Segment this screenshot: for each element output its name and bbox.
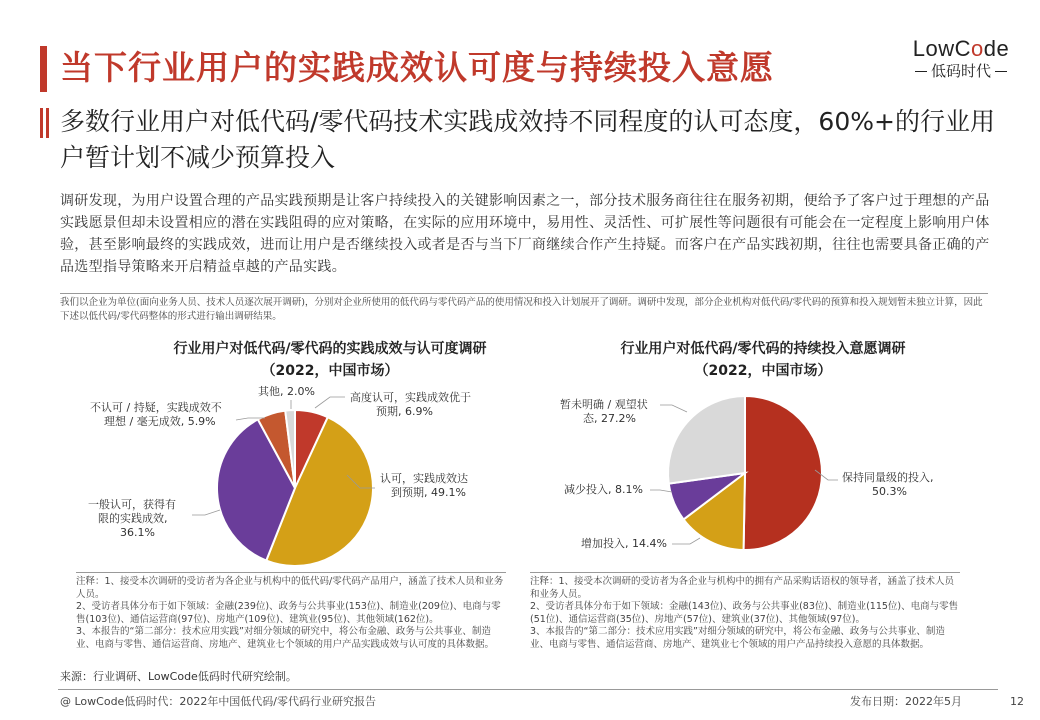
right-pie-slice-0 <box>744 396 822 550</box>
right-chart-title <box>620 338 905 382</box>
note-item: 2、受访者具体分布于如下领域：金融(239位)、政务与公共事业(153位)、制造业(209位)、电商与零售(103位)、通信运营商(97位)、房地产(109位)、建筑业(95位)、其他领域(162位)。 <box>76 601 501 625</box>
label-general: 一般认可，获得有 限的实践成效, 36.1% <box>88 498 176 539</box>
right-pie-slice-3 <box>668 396 745 484</box>
right-chart-title-main: 行业用户对低代码/零代码的持续投入意愿调研 <box>620 341 906 357</box>
label-highly-approve: 高度认可，实践成效优于 预期, 6.9% <box>350 391 471 418</box>
left-chart-title-main: 行业用户对低代码/零代码的实践成效与认可度调研 <box>173 341 487 357</box>
leader-line <box>672 538 700 544</box>
page-title: 当下行业用户的实践成效认可度与持续投入意愿 <box>60 48 774 87</box>
title-accent-bar <box>40 46 47 92</box>
source-note: 来源：行业调研、LowCode低码时代研究绘制。 <box>60 670 297 683</box>
note-item: 注释：1、接受本次调研的受访者为各企业与机构中的低代码/零代码产品用户，涵盖了技术人员和业务人员。 <box>76 576 504 600</box>
right-chart-notes <box>530 576 960 651</box>
label-decrease: 减少投入, 8.1% <box>564 483 643 496</box>
footer-publish-date: 发布日期：2022年5月 <box>850 695 962 708</box>
page-subtitle: 多数行业用户对低代码/零代码技术实践成效持不同程度的认可态度，60%+的行业用户暂计划不减少预算投入 <box>60 107 995 172</box>
brand-logo <box>902 36 1020 88</box>
left-chart-notes <box>76 576 506 651</box>
leader-line <box>315 397 345 408</box>
leader-line <box>192 510 220 515</box>
label-disapprove: 不认可 / 持疑，实践成效不 理想 / 毫无成效, 5.9% <box>90 401 222 428</box>
logo-subtitle: 低码时代 <box>902 60 1020 81</box>
label-wait: 暂未明确 / 观望状 态, 27.2% <box>560 398 648 425</box>
methodology-note: 我们以企业为单位(面向业务人员、技术人员逐次展开调研)，分别对企业所使用的低代码与零代码产品的使用情况和投入计划展开了调研。调研中发现，部分企业机构对低代码/零代码的预算和投入规划暂未独立计算，因此下述以低代码/零代码整体的形式进行输出调研结果。 <box>60 297 983 322</box>
label-other: 其他, 2.0% <box>258 385 315 398</box>
label-keep-investment: 保持同量级的投入, 50.3% <box>842 471 934 498</box>
note-item: 3、本报告的“第二部分：技术应用实践”对细分领域的研究中，将公布金融、政务与公共事业、制造业、电商与零售、通信运营商、房地产、建筑业七个领域的用户产品持续投入意愿的具体数据。 <box>530 626 945 650</box>
note-divider-left <box>76 572 506 573</box>
subtitle-accent-bar <box>40 108 43 138</box>
footer-divider <box>58 689 998 690</box>
label-approve: 认可，实践成效达 到预期, 49.1% <box>380 472 468 499</box>
right-pie-chart <box>668 396 822 550</box>
note-item: 3、本报告的“第二部分：技术应用实践”对细分领域的研究中，将公布金融、政务与公共事业、制造业、电商与零售、通信运营商、房地产、建筑业七个领域的用户产品实践成效与认可度的具体数据。 <box>76 626 495 650</box>
note-item: 注释：1、接受本次调研的受访者为各企业与机构中的拥有产品采购话语权的领导者，涵盖了技术人员和业务人员。 <box>530 576 955 600</box>
label-increase: 增加投入, 14.4% <box>581 537 667 550</box>
logo-wordmark: LowCode <box>912 36 1010 61</box>
left-chart-title-sub: （2022，中国市场） <box>261 363 399 379</box>
body-paragraph: 调研发现，为用户设置合理的产品实践预期是让客户持续投入的关键影响因素之一，部分技术服务商往往在服务初期，便给予了客户过于理想的产品实践愿景但却未设置相应的潜在实践阻碍的应对策略，在实际的应用环境中，易用性、灵活性、可扩展性等问题很有可能会在一定程度上影响用户体验，甚至影响最终的实践成效，进而让用户是否继续投入或者是否与当下厂商继续合作产生持疑。而客户在产品实践初期，往往也需要具备正确的产品选型指导策略来开启精益卓越的产品实践。 <box>60 193 990 275</box>
left-chart-title <box>173 338 486 382</box>
footer-report-title: @ LowCode低码时代：2022年中国低代码/零代码行业研究报告 <box>60 695 377 708</box>
left-pie-chart <box>217 410 373 566</box>
page-number: 12 <box>1010 695 1024 708</box>
right-chart-title-sub: （2022，中国市场） <box>694 363 832 379</box>
leader-line <box>660 405 687 412</box>
note-divider-right <box>530 572 960 573</box>
divider <box>60 293 988 294</box>
subtitle-accent-bar-2 <box>46 108 49 138</box>
pie-charts <box>60 378 980 568</box>
leader-line <box>650 490 672 492</box>
note-item: 2、受访者具体分布于如下领域：金融(143位)、政务与公共事业(83位)、制造业(115位)、电商与零售(51位)、通信运营商(35位)、房地产(57位)、建筑业(37位)、其他领域(97位)。 <box>530 601 959 625</box>
